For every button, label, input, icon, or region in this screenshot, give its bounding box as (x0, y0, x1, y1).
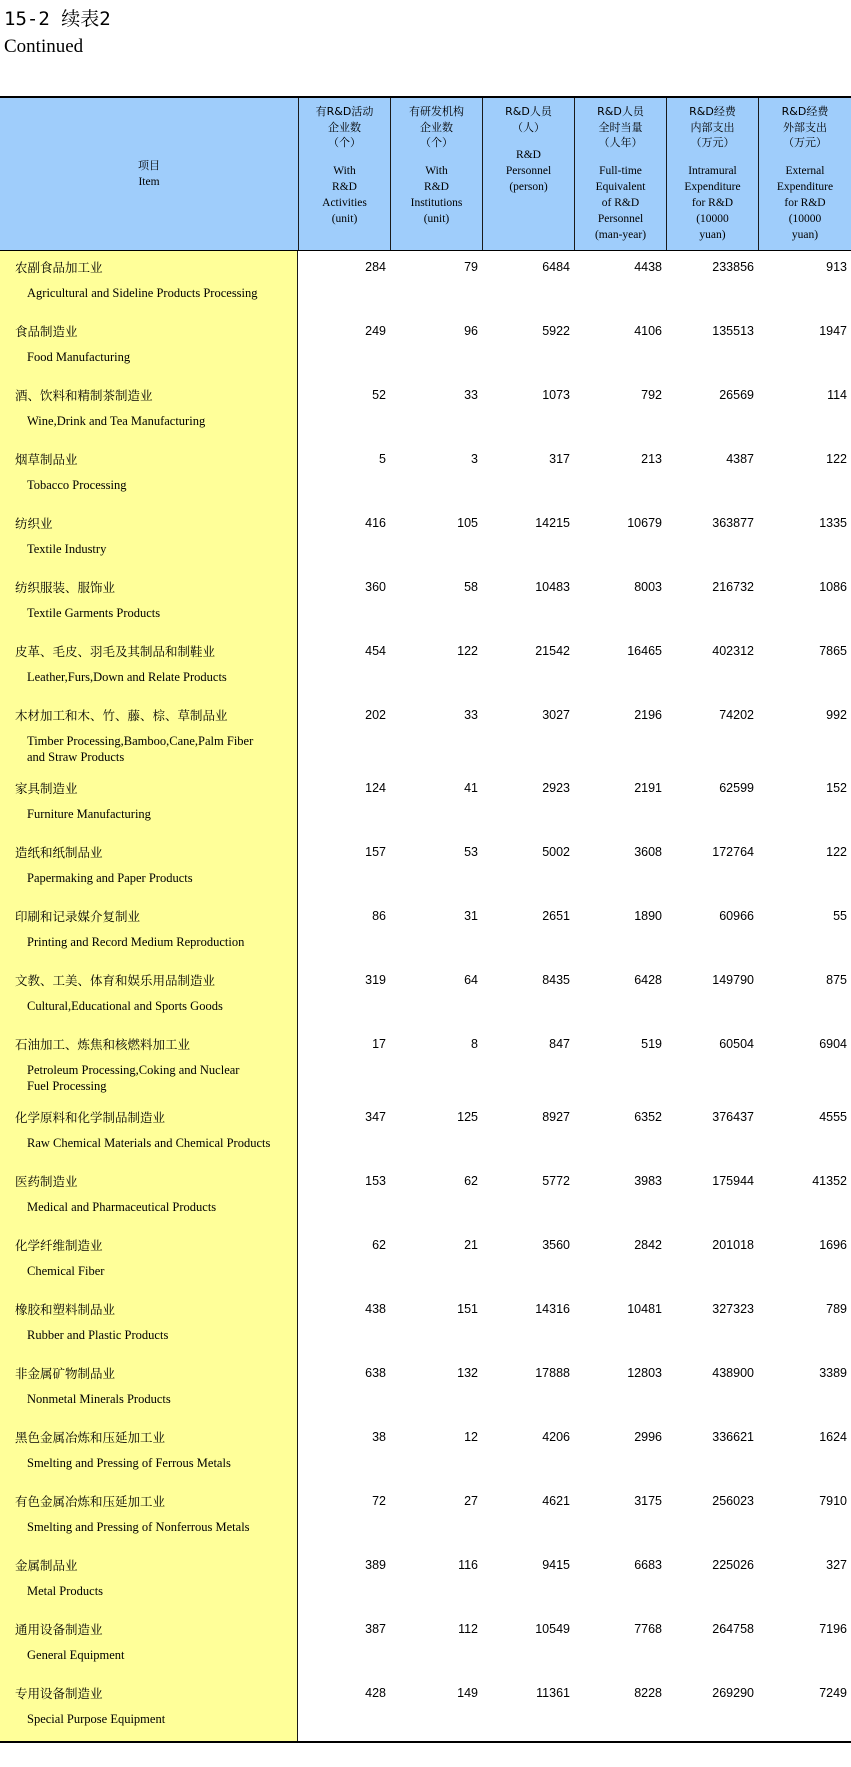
header-cn: R&D人员 （人） (505, 105, 552, 134)
cell-rd-activities: 157 (365, 845, 386, 859)
cell-full-time-equivalent: 3175 (634, 1494, 662, 1508)
cell-full-time-equivalent: 213 (641, 452, 662, 466)
row-item-en: Leather,Furs,Down and Relate Products (27, 670, 227, 684)
cell-rd-personnel: 4621 (542, 1494, 570, 1508)
cell-intramural-expenditure: 4387 (726, 452, 754, 466)
cell-rd-activities: 124 (365, 781, 386, 795)
row-item-en: Chemical Fiber (27, 1264, 105, 1278)
cell-rd-activities: 153 (365, 1174, 386, 1188)
table-row (298, 1165, 851, 1197)
row-spacer (298, 1389, 851, 1421)
cell-intramural-expenditure: 172764 (712, 845, 754, 859)
cell-rd-activities: 389 (365, 1558, 386, 1572)
cell-rd-personnel: 10549 (535, 1622, 570, 1636)
cell-rd-activities: 17 (372, 1037, 386, 1051)
cell-rd-institutions: 31 (464, 909, 478, 923)
cell-intramural-expenditure: 233856 (712, 260, 754, 274)
cell-external-expenditure: 41352 (812, 1174, 847, 1188)
table-row (298, 1028, 851, 1060)
table-row (298, 1677, 851, 1709)
row-item-cn: 化学纤维制造业 (15, 1238, 103, 1253)
cell-intramural-expenditure: 149790 (712, 973, 754, 987)
header-item-en: Item (138, 175, 160, 188)
cell-intramural-expenditure: 438900 (712, 1366, 754, 1380)
cell-rd-institutions: 125 (457, 1110, 478, 1124)
cell-full-time-equivalent: 10679 (627, 516, 662, 530)
cell-intramural-expenditure: 26569 (719, 388, 754, 402)
table-row (298, 1485, 851, 1517)
cell-rd-activities: 319 (365, 973, 386, 987)
cell-rd-activities: 638 (365, 1366, 386, 1380)
cell-external-expenditure: 992 (826, 708, 847, 722)
table-row (298, 836, 851, 868)
cell-rd-personnel: 3027 (542, 708, 570, 722)
row-item-en: Tobacco Processing (27, 478, 127, 492)
cell-rd-personnel: 3560 (542, 1238, 570, 1252)
table-row (298, 1357, 851, 1389)
row-item-cn: 医药制造业 (15, 1174, 78, 1189)
row-item-cn: 农副食品加工业 (15, 260, 103, 275)
cell-full-time-equivalent: 2191 (634, 781, 662, 795)
row-item-en: Agricultural and Sideline Products Processing (27, 286, 258, 300)
cell-rd-activities: 347 (365, 1110, 386, 1124)
cell-rd-personnel: 2651 (542, 909, 570, 923)
row-spacer (298, 411, 851, 443)
cell-intramural-expenditure: 216732 (712, 580, 754, 594)
row-spacer (298, 1325, 851, 1357)
row-item-en: Raw Chemical Materials and Chemical Products (27, 1136, 271, 1150)
cell-rd-personnel: 14215 (535, 516, 570, 530)
row-item-en: Medical and Pharmaceutical Products (27, 1200, 217, 1214)
row-item-cn: 烟草制品业 (15, 452, 78, 467)
cell-external-expenditure: 875 (826, 973, 847, 987)
header-full-time-equivalent (574, 98, 666, 250)
cell-rd-activities: 438 (365, 1302, 386, 1316)
row-spacer (298, 347, 851, 379)
row-item-cn: 纺织业 (15, 516, 53, 531)
cell-rd-personnel: 6484 (542, 260, 570, 274)
cell-intramural-expenditure: 402312 (712, 644, 754, 658)
row-item-cn: 非金属矿物制品业 (15, 1366, 116, 1381)
row-spacer (298, 1517, 851, 1549)
row-item-en: Metal Products (27, 1584, 104, 1598)
cell-rd-activities: 454 (365, 644, 386, 658)
row-item-en: Petroleum Processing,Coking and Nuclear Fuel Processing (27, 1063, 240, 1093)
cell-rd-institutions: 122 (457, 644, 478, 658)
cell-full-time-equivalent: 8228 (634, 1686, 662, 1700)
row-item-cn: 专用设备制造业 (15, 1686, 103, 1701)
cell-rd-activities: 428 (365, 1686, 386, 1700)
cell-full-time-equivalent: 16465 (627, 644, 662, 658)
row-item-en: Textile Industry (27, 542, 107, 556)
cell-intramural-expenditure: 376437 (712, 1110, 754, 1124)
row-spacer (298, 731, 851, 772)
table-row (298, 251, 851, 283)
table-row (298, 507, 851, 539)
cell-rd-personnel: 8927 (542, 1110, 570, 1124)
table-row (298, 1293, 851, 1325)
table-number-title: 15-2 续表2 (4, 8, 111, 30)
cell-rd-activities: 5 (379, 452, 386, 466)
cell-external-expenditure: 1086 (819, 580, 847, 594)
cell-intramural-expenditure: 62599 (719, 781, 754, 795)
row-spacer (298, 804, 851, 836)
cell-external-expenditure: 7249 (819, 1686, 847, 1700)
cell-rd-activities: 249 (365, 324, 386, 338)
row-spacer (298, 996, 851, 1028)
header-cn: R&D人员 全时当量 （人年） (597, 105, 644, 149)
cell-full-time-equivalent: 792 (641, 388, 662, 402)
cell-rd-personnel: 5002 (542, 845, 570, 859)
cell-intramural-expenditure: 175944 (712, 1174, 754, 1188)
cell-rd-institutions: 62 (464, 1174, 478, 1188)
header-en: Intramural Expenditure for R&D (10000 yuan) (684, 164, 741, 241)
cell-rd-personnel: 5772 (542, 1174, 570, 1188)
cell-rd-institutions: 96 (464, 324, 478, 338)
table-row (298, 900, 851, 932)
row-spacer (298, 868, 851, 900)
cell-full-time-equivalent: 2996 (634, 1430, 662, 1444)
row-spacer (298, 283, 851, 315)
cell-external-expenditure: 55 (833, 909, 847, 923)
row-item-en: Smelting and Pressing of Ferrous Metals (27, 1456, 231, 1470)
row-item-en: Rubber and Plastic Products (27, 1328, 169, 1342)
cell-external-expenditure: 789 (826, 1302, 847, 1316)
cell-rd-institutions: 151 (457, 1302, 478, 1316)
cell-intramural-expenditure: 60504 (719, 1037, 754, 1051)
cell-full-time-equivalent: 2842 (634, 1238, 662, 1252)
table-header (0, 96, 851, 251)
table-body (0, 251, 851, 1743)
cell-rd-activities: 62 (372, 1238, 386, 1252)
cell-intramural-expenditure: 74202 (719, 708, 754, 722)
cell-external-expenditure: 1624 (819, 1430, 847, 1444)
cell-external-expenditure: 1335 (819, 516, 847, 530)
row-item-cn: 有色金属冶炼和压延加工业 (15, 1494, 166, 1509)
row-item-en: Papermaking and Paper Products (27, 871, 193, 885)
row-item-cn: 化学原料和化学制品制造业 (15, 1110, 166, 1125)
cell-intramural-expenditure: 269290 (712, 1686, 754, 1700)
header-intramural-expenditure (666, 98, 758, 250)
cell-rd-activities: 72 (372, 1494, 386, 1508)
cell-rd-personnel: 10483 (535, 580, 570, 594)
cell-full-time-equivalent: 7768 (634, 1622, 662, 1636)
table-row (298, 1549, 851, 1581)
cell-rd-activities: 387 (365, 1622, 386, 1636)
table-row (298, 964, 851, 996)
table-row (298, 1613, 851, 1645)
row-spacer (298, 1709, 851, 1741)
cell-rd-institutions: 132 (457, 1366, 478, 1380)
row-item-cn: 金属制品业 (15, 1558, 78, 1573)
cell-external-expenditure: 1696 (819, 1238, 847, 1252)
header-en: Full-time Equivalent of R&D Personnel (man-year) (594, 164, 647, 241)
cell-rd-institutions: 21 (464, 1238, 478, 1252)
row-item-cn: 食品制造业 (15, 324, 78, 339)
cell-rd-institutions: 33 (464, 708, 478, 722)
row-item-cn: 印刷和记录媒介复制业 (15, 909, 141, 924)
row-spacer (298, 667, 851, 699)
row-item-en: Furniture Manufacturing (27, 807, 151, 821)
table-row (298, 699, 851, 731)
cell-rd-personnel: 11361 (536, 1686, 570, 1700)
cell-full-time-equivalent: 6352 (634, 1110, 662, 1124)
row-item-en: Textile Garments Products (27, 606, 161, 620)
table-row (298, 635, 851, 667)
cell-external-expenditure: 913 (826, 260, 847, 274)
cell-rd-institutions: 27 (464, 1494, 478, 1508)
row-spacer (298, 1060, 851, 1101)
cell-full-time-equivalent: 12803 (627, 1366, 662, 1380)
header-rd-activities (298, 98, 390, 250)
row-spacer (298, 539, 851, 571)
row-spacer (298, 932, 851, 964)
row-item-cn: 酒、饮料和精制茶制造业 (15, 388, 153, 403)
row-item-cn: 橡胶和塑料制品业 (15, 1302, 116, 1317)
cell-external-expenditure: 122 (826, 845, 847, 859)
row-item-cn: 通用设备制造业 (15, 1622, 103, 1637)
cell-rd-institutions: 53 (464, 845, 478, 859)
row-spacer (298, 603, 851, 635)
header-rd-institutions (390, 98, 482, 250)
header-rd-personnel (482, 98, 574, 250)
cell-rd-personnel: 8435 (542, 973, 570, 987)
cell-full-time-equivalent: 8003 (634, 580, 662, 594)
row-item-cn: 家具制造业 (15, 781, 78, 796)
cell-full-time-equivalent: 3608 (634, 845, 662, 859)
header-cn: R&D经费 外部支出 （万元） (781, 105, 829, 149)
cell-full-time-equivalent: 10481 (627, 1302, 662, 1316)
data-columns (298, 251, 851, 1741)
table-row (298, 772, 851, 804)
table-row (298, 1421, 851, 1453)
table-row (298, 1229, 851, 1261)
row-spacer (298, 1581, 851, 1613)
row-spacer (298, 475, 851, 507)
cell-rd-personnel: 2923 (542, 781, 570, 795)
cell-rd-activities: 86 (372, 909, 386, 923)
cell-rd-institutions: 79 (464, 260, 478, 274)
row-item-en: Food Manufacturing (27, 350, 131, 364)
cell-external-expenditure: 7196 (819, 1622, 847, 1636)
cell-rd-personnel: 14316 (535, 1302, 570, 1316)
cell-intramural-expenditure: 327323 (712, 1302, 754, 1316)
cell-external-expenditure: 7865 (819, 644, 847, 658)
row-spacer (298, 1197, 851, 1229)
cell-rd-personnel: 9415 (542, 1558, 570, 1572)
header-en: R&D Personnel (person) (505, 149, 552, 193)
cell-external-expenditure: 3389 (819, 1366, 847, 1380)
table-row (298, 379, 851, 411)
table-row (298, 1101, 851, 1133)
row-spacer (298, 1133, 851, 1165)
cell-intramural-expenditure: 201018 (712, 1238, 754, 1252)
cell-rd-institutions: 58 (464, 580, 478, 594)
cell-rd-institutions: 41 (464, 781, 478, 795)
cell-full-time-equivalent: 3983 (634, 1174, 662, 1188)
cell-intramural-expenditure: 256023 (712, 1494, 754, 1508)
row-item-en: Special Purpose Equipment (27, 1712, 166, 1726)
cell-intramural-expenditure: 135513 (712, 324, 754, 338)
cell-rd-activities: 52 (372, 388, 386, 402)
cell-full-time-equivalent: 2196 (634, 708, 662, 722)
table-row (298, 443, 851, 475)
row-item-cn: 黑色金属冶炼和压延加工业 (15, 1430, 166, 1445)
cell-rd-institutions: 33 (464, 388, 478, 402)
row-item-en: Smelting and Pressing of Nonferrous Metals (27, 1520, 250, 1534)
cell-external-expenditure: 7910 (819, 1494, 847, 1508)
item-column (0, 251, 298, 1741)
row-item-en: Nonmetal Minerals Products (27, 1392, 171, 1406)
row-spacer (298, 1453, 851, 1485)
header-cn: 有R&D活动 企业数 （个） (315, 105, 374, 149)
cell-rd-activities: 416 (365, 516, 386, 530)
row-item-cn: 造纸和纸制品业 (15, 845, 103, 860)
cell-rd-personnel: 317 (549, 452, 570, 466)
row-spacer (298, 1645, 851, 1677)
row-spacer (298, 1261, 851, 1293)
cell-rd-institutions: 112 (458, 1622, 478, 1636)
cell-rd-personnel: 847 (549, 1037, 570, 1051)
cell-rd-institutions: 64 (464, 973, 478, 987)
cell-rd-activities: 38 (372, 1430, 386, 1444)
cell-full-time-equivalent: 4438 (634, 260, 662, 274)
row-item-cn: 文教、工美、体育和娱乐用品制造业 (15, 973, 216, 988)
header-cn: R&D经费 内部支出 （万元） (689, 105, 736, 149)
cell-external-expenditure: 327 (826, 1558, 847, 1572)
cell-external-expenditure: 4555 (819, 1110, 847, 1124)
cell-rd-institutions: 149 (457, 1686, 478, 1700)
header-en: With R&D Institutions (unit) (410, 164, 463, 225)
cell-rd-personnel: 17888 (535, 1366, 570, 1380)
row-item-en: General Equipment (27, 1648, 125, 1662)
cell-full-time-equivalent: 1890 (634, 909, 662, 923)
cell-rd-institutions: 105 (457, 516, 478, 530)
cell-intramural-expenditure: 336621 (712, 1430, 754, 1444)
cell-rd-personnel: 21542 (535, 644, 570, 658)
cell-rd-activities: 360 (365, 580, 386, 594)
continued-label: Continued (4, 36, 84, 57)
row-item-cn: 石油加工、炼焦和核燃料加工业 (15, 1037, 191, 1052)
cell-full-time-equivalent: 4106 (634, 324, 662, 338)
cell-rd-personnel: 5922 (542, 324, 570, 338)
cell-rd-institutions: 12 (464, 1430, 478, 1444)
cell-external-expenditure: 122 (826, 452, 847, 466)
table-row (298, 315, 851, 347)
cell-external-expenditure: 114 (827, 388, 847, 402)
header-en: With R&D Activities (unit) (322, 164, 367, 225)
cell-rd-personnel: 4206 (542, 1430, 570, 1444)
row-item-en: Wine,Drink and Tea Manufacturing (27, 414, 206, 428)
header-cn: 有研发机构 企业数 （个） (409, 105, 464, 149)
statistics-table (0, 96, 851, 1743)
header-en: External Expenditure for R&D (10000 yuan) (776, 164, 834, 241)
cell-full-time-equivalent: 519 (641, 1037, 662, 1051)
header-item (0, 98, 298, 250)
cell-external-expenditure: 1947 (819, 324, 847, 338)
cell-rd-activities: 284 (365, 260, 386, 274)
cell-intramural-expenditure: 225026 (712, 1558, 754, 1572)
cell-rd-activities: 202 (365, 708, 386, 722)
row-item-en: Timber Processing,Bamboo,Cane,Palm Fiber and Straw Products (27, 734, 254, 764)
cell-rd-institutions: 3 (471, 452, 478, 466)
cell-intramural-expenditure: 60966 (719, 909, 754, 923)
cell-rd-institutions: 8 (471, 1037, 478, 1051)
header-item-cn: 项目 (138, 159, 160, 173)
cell-rd-institutions: 116 (458, 1558, 478, 1572)
cell-full-time-equivalent: 6683 (634, 1558, 662, 1572)
header-external-expenditure (758, 98, 851, 250)
row-item-cn: 木材加工和木、竹、藤、棕、草制品业 (15, 708, 228, 723)
row-item-en: Printing and Record Medium Reproduction (27, 935, 245, 949)
cell-intramural-expenditure: 264758 (712, 1622, 754, 1636)
cell-intramural-expenditure: 363877 (712, 516, 754, 530)
row-item-cn: 皮革、毛皮、羽毛及其制品和制鞋业 (15, 644, 216, 659)
cell-full-time-equivalent: 6428 (634, 973, 662, 987)
table-row (298, 571, 851, 603)
row-item-cn: 纺织服装、服饰业 (15, 580, 116, 595)
row-item-en: Cultural,Educational and Sports Goods (27, 999, 223, 1013)
cell-external-expenditure: 152 (826, 781, 847, 795)
cell-rd-personnel: 1073 (542, 388, 570, 402)
cell-external-expenditure: 6904 (819, 1037, 847, 1051)
